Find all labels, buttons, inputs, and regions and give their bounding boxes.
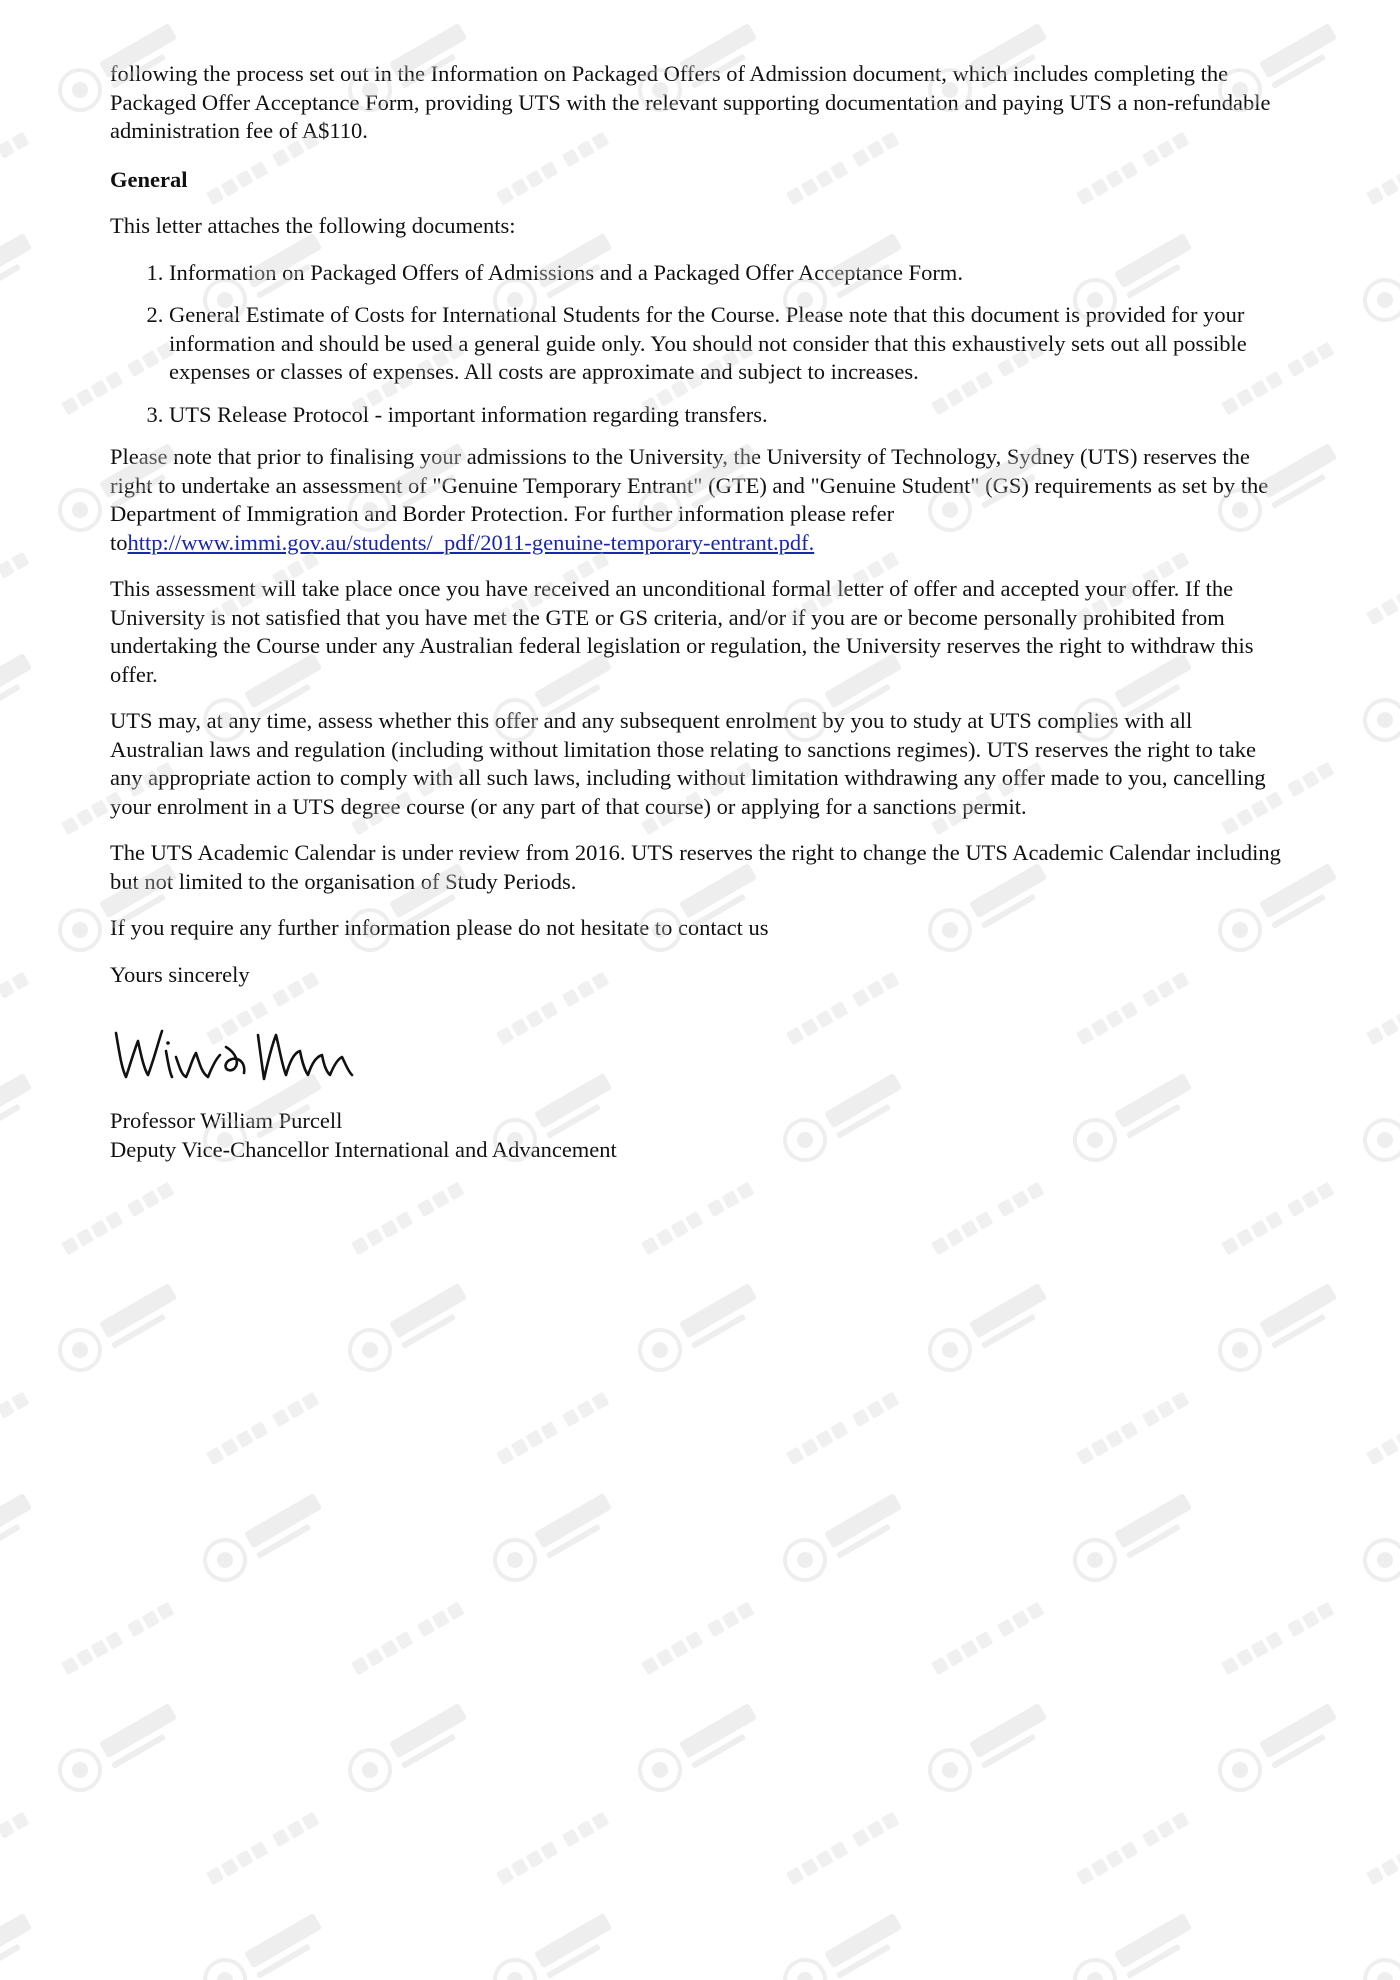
watermark-logo-icon — [0, 1488, 40, 1588]
watermark-slogan-icon — [0, 552, 30, 626]
watermark-logo-icon — [633, 1278, 766, 1378]
watermark-logo-icon — [343, 1278, 476, 1378]
watermark-slogan-icon — [351, 1602, 465, 1676]
watermark-slogan-icon — [0, 972, 30, 1046]
watermark-logo-icon — [923, 1278, 1056, 1378]
watermark-slogan-icon — [641, 1182, 755, 1256]
signatory-title: Deputy Vice-Chancellor International and Advancement — [110, 1136, 617, 1162]
watermark-slogan-icon — [0, 1812, 30, 1886]
watermark-logo-icon — [198, 1488, 331, 1588]
watermark-slogan-icon — [931, 1182, 1045, 1256]
assessment-paragraph: This assessment will take place once you have received an unconditional formal letter of offer and accepted your offer. If the University is not satisfied that you have met the GTE or GS criteria, and/or if you are or become personally prohibited from undertaking the Course under any Australian federal legislation or regulation, the University reserves the right to withdraw this offer. — [110, 576, 1254, 687]
watermark-logo-icon — [1068, 1908, 1201, 1980]
watermark-logo-icon — [53, 1278, 186, 1378]
watermark-logo-icon — [778, 1908, 911, 1980]
watermark-slogan-icon — [1221, 1602, 1335, 1676]
attachment-item: 1. Information on Packaged Offers of Admissions and a Packaged Offer Acceptance Form. — [169, 259, 1290, 288]
watermark-logo-icon — [633, 1698, 766, 1798]
watermark-slogan-icon — [351, 1182, 465, 1256]
watermark-logo-icon — [1358, 1068, 1400, 1168]
laws-paragraph: UTS may, at any time, assess whether this offer and any subsequent enrolment by you to study at UTS complies with all Australian laws and regulation (including without limitation those relating to sanctions regimes). UTS reserves the right to take any appropriate action to comply with all such laws, including without limitation withdrawing any offer made to you, cancelling your enrolment in a UTS degree course (or any part of that course) or applying for a sanctions permit. — [110, 708, 1266, 819]
intro-paragraph: following the process set out in the Information on Packaged Offers of Admission document, which includes completing the Packaged Offer Acceptance Form, providing UTS with the relevant supporting documentation and paying UTS a non-refundable administration fee of A$110. — [110, 61, 1271, 143]
closing-salutation: Yours sincerely — [110, 961, 250, 987]
watermark-logo-icon — [488, 1908, 621, 1980]
watermark-logo-icon — [1358, 648, 1400, 748]
watermark-slogan-icon — [496, 1812, 610, 1886]
watermark-slogan-icon — [1366, 1392, 1400, 1466]
watermark-slogan-icon — [641, 1602, 755, 1676]
watermark-slogan-icon — [1366, 132, 1400, 206]
watermark-slogan-icon — [1366, 552, 1400, 626]
watermark-logo-icon — [53, 1698, 186, 1798]
watermark-slogan-icon — [61, 1602, 175, 1676]
attachments-list — [110, 259, 1290, 430]
watermark-logo-icon — [343, 1698, 476, 1798]
signatory-name: Professor William Purcell — [110, 1108, 343, 1133]
watermark-logo-icon — [488, 1488, 621, 1588]
watermark-slogan-icon — [1076, 1392, 1190, 1466]
watermark-slogan-icon — [61, 1182, 175, 1256]
watermark-slogan-icon — [1076, 1812, 1190, 1886]
watermark-logo-icon — [923, 1698, 1056, 1798]
watermark-logo-icon — [0, 1908, 40, 1980]
attachments-intro: This letter attaches the following documents: — [110, 213, 516, 238]
watermark-logo-icon — [1068, 1488, 1201, 1588]
watermark-logo-icon — [198, 1908, 331, 1980]
letter-body — [110, 60, 1290, 1164]
attachment-item: 3. UTS Release Protocol - important information regarding transfers. — [169, 401, 1290, 430]
calendar-paragraph: The UTS Academic Calendar is under review from 2016. UTS reserves the right to change the UTS Academic Calendar including but not limited to the organisation of Study Periods. — [110, 840, 1281, 894]
attachment-item: 2. General Estimate of Costs for International Students for the Course. Please note that this document is provided for your information and should be used a general guide only. You should not consider that this exhaustively sets out all possible expenses or classes of expenses. All costs are approximate and subject to increases. — [169, 301, 1290, 387]
watermark-logo-icon — [1358, 1488, 1400, 1588]
watermark-logo-icon — [1213, 1278, 1346, 1378]
section-heading: General — [110, 166, 188, 192]
signatory-block — [110, 1107, 1290, 1164]
watermark-slogan-icon — [0, 1392, 30, 1466]
watermark-slogan-icon — [786, 1392, 900, 1466]
watermark-logo-icon — [778, 1488, 911, 1588]
watermark-logo-icon — [1358, 228, 1400, 328]
gte-paragraph-text: Please note that prior to finalising your admissions to the University, the University of Technology, Sydney (UTS) reserves the right to undertake an assessment of "Genuine Temporary Entrant" (GTE) and "Genuine Student" (GS) requirements as set by the Department of Immigration and Border Protection. For further information please refer to — [110, 444, 1269, 555]
watermark-logo-icon — [0, 228, 40, 328]
contact-paragraph: If you require any further information please do not hesitate to contact us — [110, 915, 769, 940]
watermark-slogan-icon — [496, 1392, 610, 1466]
watermark-slogan-icon — [206, 1392, 320, 1466]
watermark-logo-icon — [0, 648, 40, 748]
watermark-slogan-icon — [931, 1602, 1045, 1676]
gte-document-link[interactable]: http://www.immi.gov.au/students/_pdf/2011-genuine-temporary-entrant.pdf. — [127, 529, 815, 555]
watermark-slogan-icon — [1366, 1812, 1400, 1886]
watermark-slogan-icon — [786, 1812, 900, 1886]
watermark-logo-icon — [1213, 1698, 1346, 1798]
watermark-slogan-icon — [206, 1812, 320, 1886]
gte-paragraph — [110, 443, 1290, 557]
watermark-slogan-icon — [1221, 1182, 1335, 1256]
watermark-slogan-icon — [0, 132, 30, 206]
signature-icon — [110, 1007, 390, 1097]
watermark-logo-icon — [1358, 1908, 1400, 1980]
watermark-slogan-icon — [1366, 972, 1400, 1046]
watermark-logo-icon — [0, 1068, 40, 1168]
